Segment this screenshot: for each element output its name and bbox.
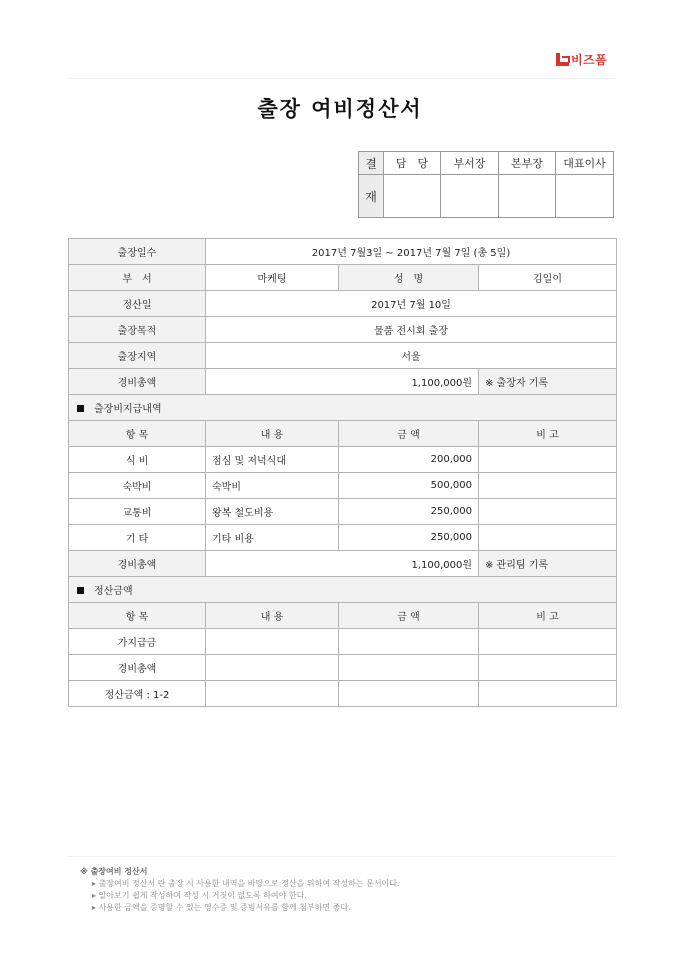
bizform-logo-icon: [556, 53, 569, 66]
dept-row: [69, 265, 617, 291]
table-row: [69, 629, 617, 655]
payment-header-row: [69, 421, 617, 447]
payment-note: [479, 447, 617, 473]
payment-item: 식 비: [69, 447, 206, 473]
page-title: 출장 여비정산서: [257, 97, 423, 121]
note-item: ▸ 알아보기 쉽게 작성하며 작성 시 거짓이 없도록 하여야 한다.: [92, 891, 307, 900]
header-divider: [68, 78, 616, 79]
payment-total-note: ※ 관리팀 기록: [479, 551, 617, 577]
approval-col-dept-head: 부서장: [441, 152, 499, 175]
payment-content: 점심 및 저녁식대: [206, 447, 339, 473]
approval-col-division-head: 본부장: [499, 152, 556, 175]
approval-side-bottom: 재: [359, 175, 384, 218]
square-bullet-icon: [77, 587, 84, 594]
payment-amount: 250,000: [339, 499, 479, 525]
settlement-section-title: 정산금액: [94, 586, 133, 597]
payment-amount: 500,000: [339, 473, 479, 499]
payment-section-title: 출장비지급내역: [94, 404, 162, 415]
settlement-header-amount: 금 액: [339, 603, 479, 629]
notes-block: [80, 866, 400, 914]
payment-total-row: [69, 551, 617, 577]
settlement-header-row: [69, 603, 617, 629]
notes-title: ※ 출장여비 정산서: [80, 867, 148, 876]
settlement-note-field[interactable]: [479, 681, 617, 707]
approval-col-ceo: 대표이사: [556, 152, 614, 175]
payment-section-cell: [69, 395, 617, 421]
settlement-content-field[interactable]: [206, 655, 339, 681]
settle-date-row: [69, 291, 617, 317]
payment-item: 숙박비: [69, 473, 206, 499]
table-row: [69, 655, 617, 681]
settlement-item: 경비총액: [69, 655, 206, 681]
settle-date-value: 2017년 7월 10일: [206, 291, 617, 317]
payment-note: [479, 525, 617, 551]
purpose-value: 물품 전시회 출장: [206, 317, 617, 343]
payment-header-item: 항 목: [69, 421, 206, 447]
region-value: 서울: [206, 343, 617, 369]
period-value: 2017년 7월3일 ~ 2017년 7월 7일 (총 5일): [206, 239, 617, 265]
table-row: [69, 447, 617, 473]
payment-amount: 200,000: [339, 447, 479, 473]
note-item: ▸ 사용한 금액을 증명할 수 있는 영수증 및 증빙서유를 함께 첨부하면 좋다.: [92, 903, 351, 912]
payment-item: 기 타: [69, 525, 206, 551]
settlement-note-field[interactable]: [479, 655, 617, 681]
payment-header-amount: 금 액: [339, 421, 479, 447]
payment-item: 교통비: [69, 499, 206, 525]
payment-amount: 250,000: [339, 525, 479, 551]
payment-total-label: 경비총액: [69, 551, 206, 577]
settlement-item: 정산금액 : 1-2: [69, 681, 206, 707]
approval-sign-staff[interactable]: [384, 175, 441, 218]
approval-sign-ceo[interactable]: [556, 175, 614, 218]
dept-value: 마케팅: [206, 265, 339, 291]
payment-note: [479, 499, 617, 525]
table-row: [69, 473, 617, 499]
approval-side-top: 결: [359, 152, 384, 175]
settlement-section-header: [69, 577, 617, 603]
settlement-header-note: 비 고: [479, 603, 617, 629]
region-row: [69, 343, 617, 369]
trip-total-note: ※ 출장자 기록: [479, 369, 617, 395]
region-label: 출장지역: [69, 343, 206, 369]
settlement-header-item: 항 목: [69, 603, 206, 629]
approval-table: [358, 151, 614, 218]
note-text: 알아보기 쉽게 작성하며 작성 시 거짓이 없도록 하여야 한다.: [98, 891, 307, 900]
settle-date-label: 정산일: [69, 291, 206, 317]
purpose-row: [69, 317, 617, 343]
payment-total-value: 1,100,000원: [206, 551, 479, 577]
trip-total-row: [69, 369, 617, 395]
settlement-header-content: 내 용: [206, 603, 339, 629]
approval-col-staff: 담 당: [384, 152, 441, 175]
payment-header-note: 비 고: [479, 421, 617, 447]
footer-divider: [68, 856, 616, 857]
payment-section-header: [69, 395, 617, 421]
payment-content: 숙박비: [206, 473, 339, 499]
settlement-item: 가지급금: [69, 629, 206, 655]
settlement-content-field[interactable]: [206, 629, 339, 655]
approval-sign-dept-head[interactable]: [441, 175, 499, 218]
table-row: [69, 525, 617, 551]
period-label: 출장일수: [69, 239, 206, 265]
settlement-section-cell: [69, 577, 617, 603]
trip-total-label: 경비총액: [69, 369, 206, 395]
square-bullet-icon: [77, 405, 84, 412]
expense-table: [68, 238, 617, 707]
settlement-content-field[interactable]: [206, 681, 339, 707]
settlement-amount-field[interactable]: [339, 655, 479, 681]
settlement-note-field[interactable]: [479, 629, 617, 655]
note-text: 사용한 금액을 증명할 수 있는 영수증 및 증빙서유를 함께 첨부하면 좋다.: [98, 903, 351, 912]
logo-text: 비즈폼: [571, 53, 608, 67]
table-row: [69, 499, 617, 525]
payment-note: [479, 473, 617, 499]
note-item: ▸ 출장여비 정산서 란 출장 시 사용한 내역을 바탕으로 정산을 위하여 작성하는 문서이다.: [92, 879, 400, 888]
payment-content: 기타 비용: [206, 525, 339, 551]
trip-total-value: 1,100,000원: [206, 369, 479, 395]
payment-content: 왕복 철도비용: [206, 499, 339, 525]
period-row: [69, 239, 617, 265]
table-row: [69, 681, 617, 707]
name-value: 김일이: [479, 265, 617, 291]
settlement-amount-field[interactable]: [339, 681, 479, 707]
name-label: 성 명: [339, 265, 479, 291]
bizform-logo: [556, 51, 607, 68]
purpose-label: 출장목적: [69, 317, 206, 343]
settlement-amount-field[interactable]: [339, 629, 479, 655]
dept-label: 부 서: [69, 265, 206, 291]
note-text: 출장여비 정산서 란 출장 시 사용한 내역을 바탕으로 정산을 위하여 작성하는 문서이다.: [98, 879, 400, 888]
payment-header-content: 내 용: [206, 421, 339, 447]
approval-sign-division-head[interactable]: [499, 175, 556, 218]
